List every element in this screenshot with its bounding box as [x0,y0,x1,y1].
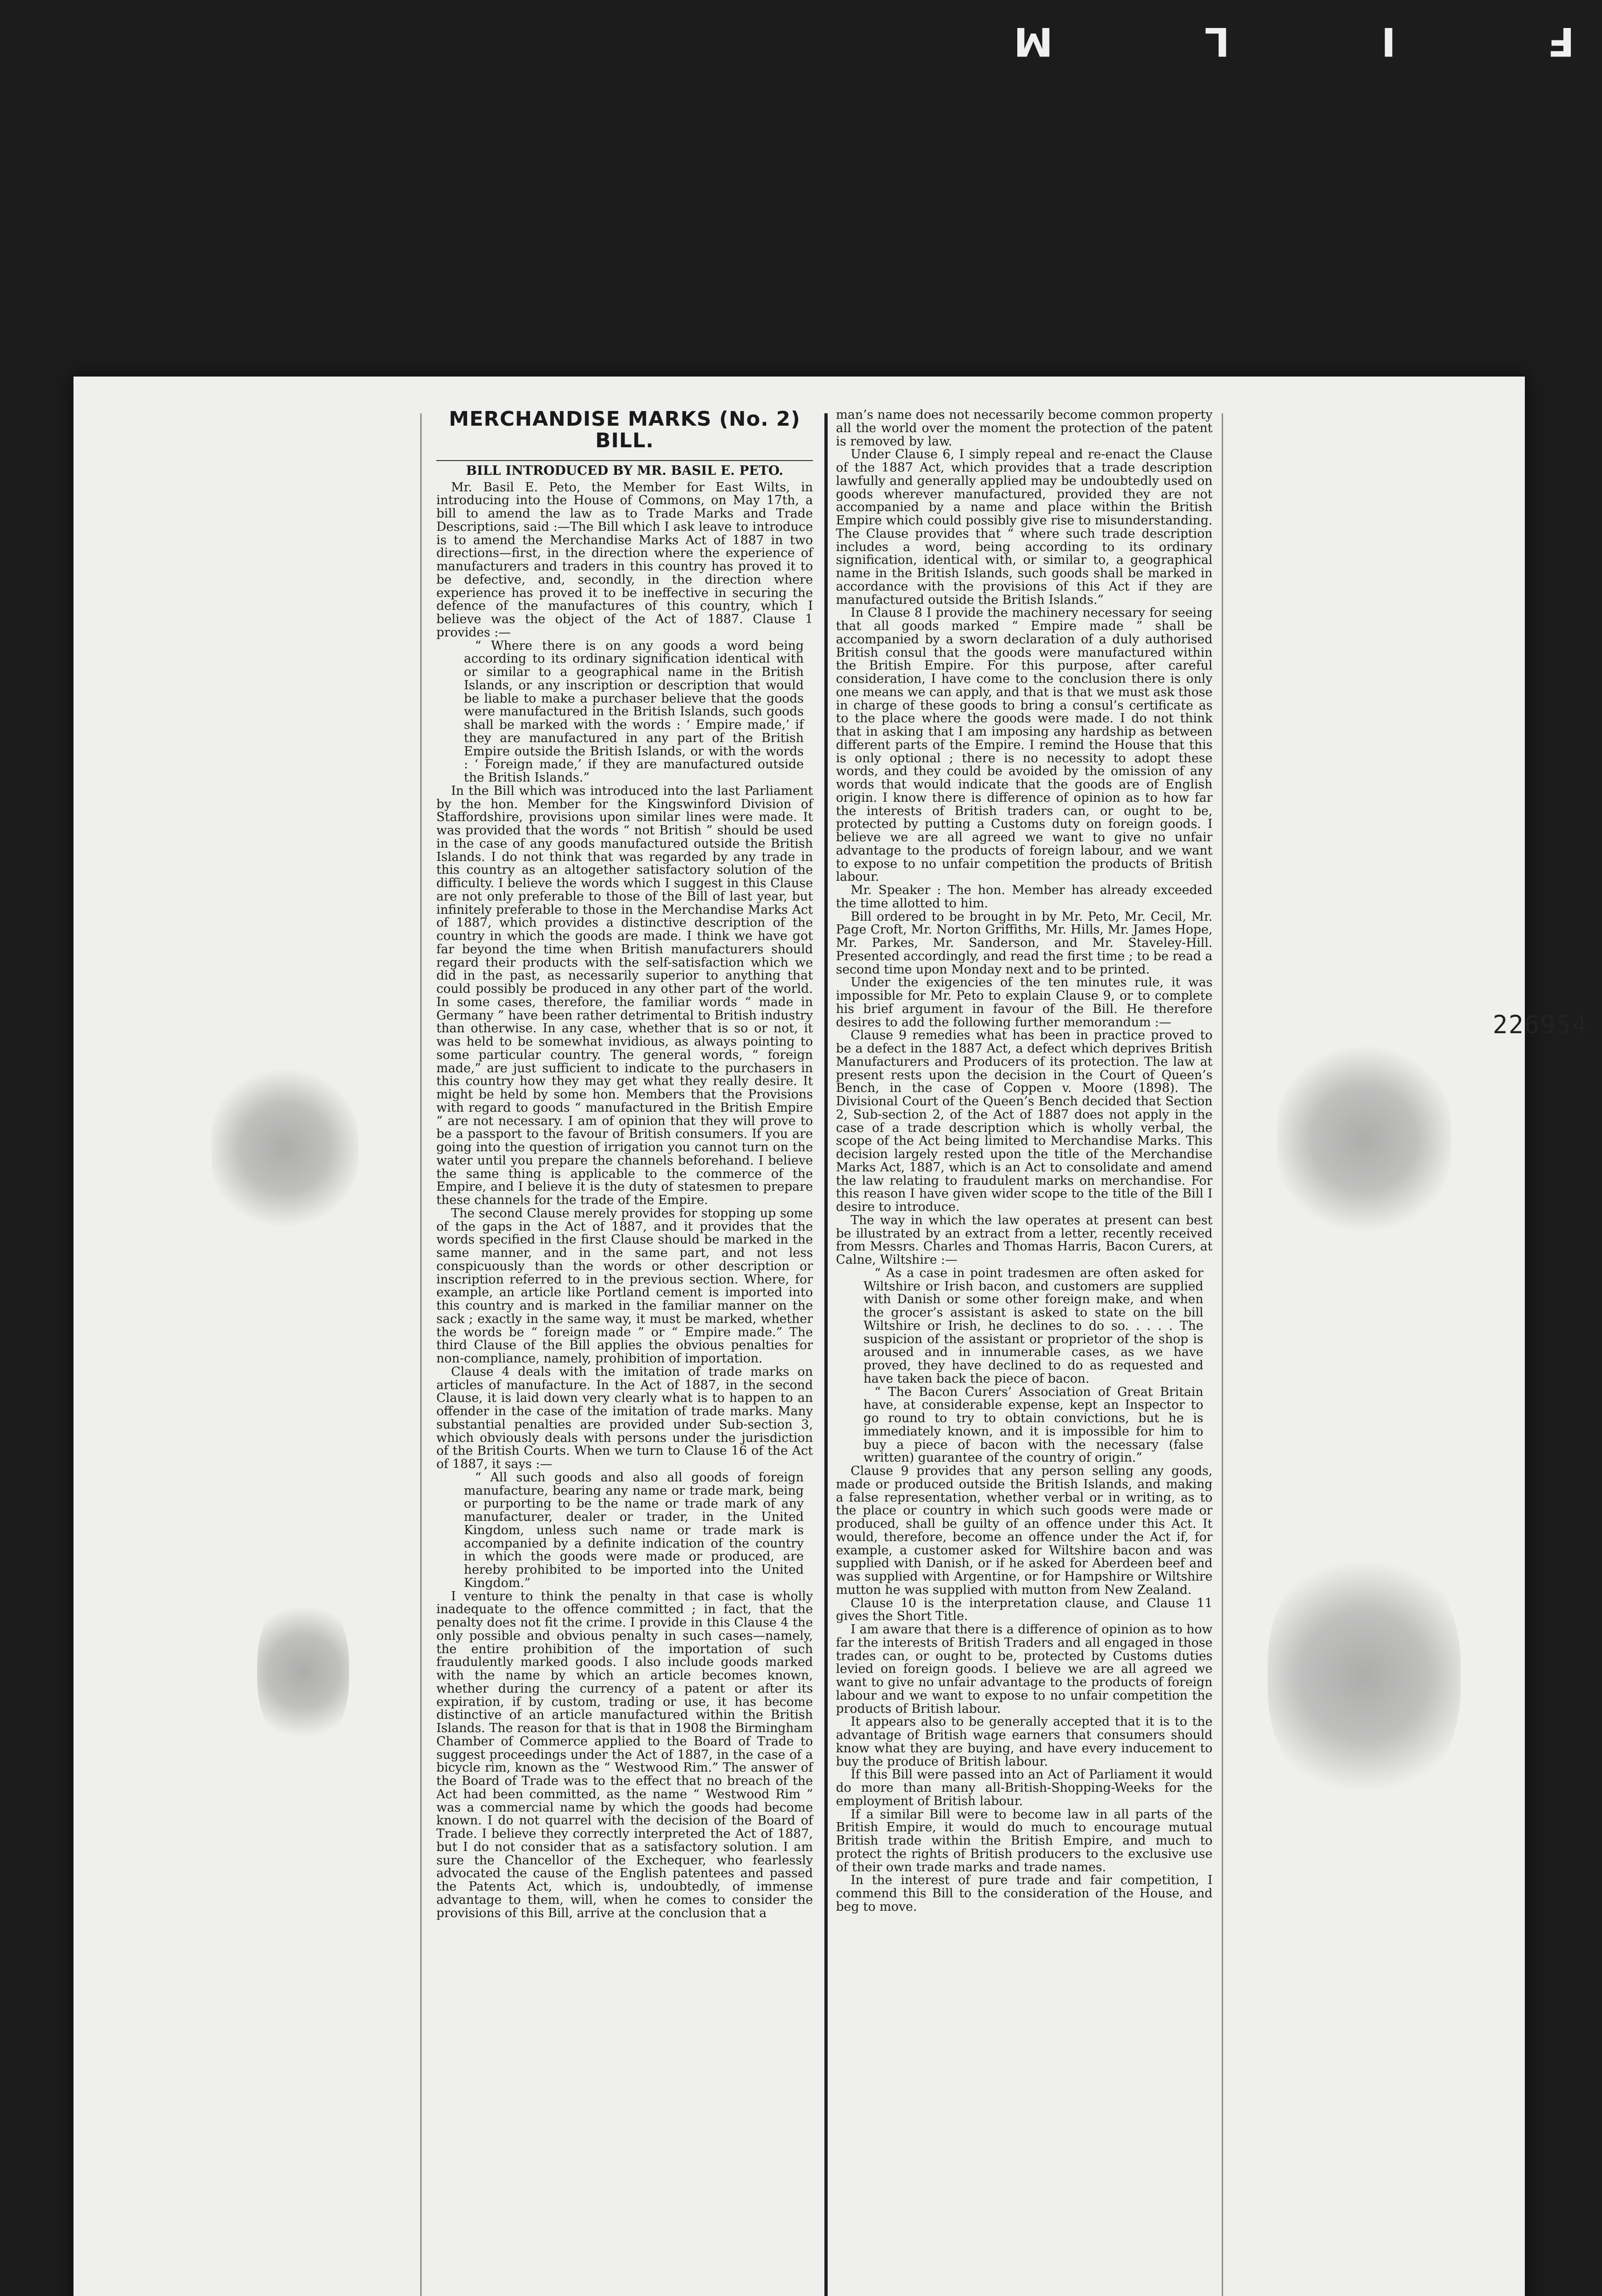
paragraph: Mr. Basil E. Peto, the Member for East Wilts, in introducing into the House of Commons, on May 17th, a bill to amend the law as to Trade Marks and Trade Descriptions, said :—The Bill which I ask leave to introduce is to amend the Merchandise Marks Act of 1887 in two directions—first, in the direction where the experience of manufacturers and traders in this country has proved it to be defective, and, secondly, in the direction where experience has proved it to be ineffective in securing the defence of the manufactures of this country, which I believe was the object of the Act of 1887. Clause 1 provides :— [436,480,813,640]
paragraph: In the interest of pure trade and fair competition, I commend this Bill to the consideration of the House, and beg to move. [836,1873,1213,1914]
stain [1268,1548,1461,1805]
paragraph: Mr. Speaker : The hon. Member has already exceeded the time allotted to him. [836,883,1213,911]
quote-paragraph: “ The Bacon Curers’ Association of Great Britain have, at considerable expense, kept an Inspector to go round to try to obtain convictions, but he is immediately known, and it is impossible for him to buy a piece of bacon with the necessary (false written) guarantee of the country of origin.” [863,1384,1203,1465]
paragraph: Clause 4 deals with the imitation of trade marks on articles of manufacture. In the Act of 1887, in the second Clause, it is laid down very clearly what is to happen to an offender in the case of the imitation of trade marks. Many substantial penalties are provided under Sub-section 3, which obviously deals with persons under the jurisdiction of the British Courts. When we turn to Clause 16 of the Act of 1887, it says :— [436,1364,813,1472]
paragraph: It appears also to be generally accepted that it is to the advantage of British wage earners that consumers should know what they are buying, and have every inducement to buy the produce of British labour. [836,1715,1213,1769]
paragraph: In the Bill which was introduced into the last Parliament by the hon. Member for the Kingswinford Division of Staffordshire, provisions upon similar lines were made. It was provided that the words “ not British ” should be used in the case of any goods manufactured outside the British Islands. I do not think that was regarded by any trade in this country as an altogether satisfactory solution of the difficulty. I believe the words which I suggest in this Clause are not only preferable to those of the Bill of last year, but infinitely preferable to those in the Merchandise Marks Act of 1887, which provides a distinctive description of the country in which the goods are made. I think we have got far beyond the time when British manufacturers should regard their products with the self-satisfaction which we did in the past, as necessarily superior to anything that could possibly be produced in any other part of the world. In some cases, therefore, the familiar words “ made in Germany ” have been rather detrimental to British industry than otherwise. In any case, whether that is so or not, it was held to be somewhat invidious, as always pointing to some particular country. The general words, “ foreign made,” are just sufficient to indicate to the purchasers in this country how they may get what they really desire. It might be held by some hon. Members that the Provisions with regard to goods “ manufactured in the British Empire ” are not necessary. I am of opinion that they will prove to be a passport to the favour of British consumers. If you are going into the question of irrigation you cannot turn on the water until you prepare the channels beforehand. I believe the same thing is applicable to the commerce of the Empire, and I believe it is the duty of statesmen to prepare these channels for the trade of the Empire. [436,783,813,1208]
paragraph: Under Clause 6, I simply repeal and re-enact the Clause of the 1887 Act, which provides that a trade description lawfully and generally applied may be undoubtedly used on goods wherever manufactured, provided they are not accompanied by a name and place within the British Empire which could possibly give rise to misunderstanding. The Clause provides that “ where such trade description includes a word, being according to its ordinary signification, identical with, or similar to, a geographical name in the British Islands, such goods shall be marked in accordance with the provisions of this Act if they are manufactured outside the British Islands.” [836,447,1213,607]
left-column-body [436,481,813,1920]
paragraph: Clause 9 provides that any person selling any goods, made or produced outside the British Islands, and making a false representation, whether verbal or in writing, as to the place or country in which such goods were made or produced, shall be guilty of an offence under this Act. It would, therefore, become an offence under the Act if, for example, a customer asked for Wiltshire bacon and was supplied with Danish, or if he asked for Aberdeen beef and was supplied with Argentine, or for Hampshire or Wiltshire mutton he was supplied with mutton from New Zealand. [836,1464,1213,1597]
article-subheading: BILL INTRODUCED BY MR. BASIL E. PETO. [436,460,813,478]
right-column-body [836,409,1213,1914]
paragraph: In Clause 8 I provide the machinery necessary for seeing that all goods marked “ Empire made ” shall be accompanied by a sworn declaration of a duly authorised British consul that the goods were manufactured within the British Empire. For this purpose, after careful consideration, I have come to the conclusion there is only one means we can apply, and that is that we must ask those in charge of these goods to bring a consul’s certificate as to the place where the goods were made. I do not think that in asking that I am imposing any hardship as between different parts of the Empire. I remind the House that this is only optional ; there is no necessity to adopt these words, and they could be avoided by the omission of any words that would indicate that the goods are of English origin. I know there is difference of opinion as to how far the interests of British traders can, or ought to be, protected by putting a Customs duty on foreign goods. I believe we are all agreed we want to give no unfair advantage to the products of foreign labour, and we want to expose to no unfair competition the products of British labour. [836,606,1213,884]
paragraph: man’s name does not necessarily become common property all the world over the moment the protection of the patent is removed by law. [836,408,1213,449]
paragraph: I venture to think the penalty in that case is wholly inadequate to the offence committed ; in fact, that the penalty does not fit the crime. I provide in this Clause 4 the only possible and obvious penalty in such cases—namely, the entire prohibition of the importation of such fraudulently marked goods. I also include goods marked with the name by which an article becomes known, whether during the currency of a patent or after its expiration, if by custom, trading or use, it has become distinctive of an article manufactured within the British Islands. The reason for that is that in 1908 the Birmingham Chamber of Commerce applied to the Board of Trade to suggest proceedings under the Act of 1887, in the case of a bicycle rim, known as the “ Westwood Rim.” The answer of the Board of Trade was to the effect that no breach of the Act had been committed, as the name “ Westwood Rim ” was a commercial name by which the goods had become known. I do not quarrel with the decision of the Board of Trade. I believe they correctly interpreted the Act of 1887, but I do not consider that as a satisfactory solution. I am sure the Chancellor of the Exchequer, who fearlessly advocated the cause of the English patentees and passed the Patents Act, which is, undoubtedly, of immense advantage to them, will, when he comes to consider the provisions of this Bill, arrive at the conclusion that a [436,1589,813,1920]
quote-paragraph: “ All such goods and also all goods of foreign manufacture, bearing any name or trade mark, being or purporting to be the name or trade mark of any manufacturer, dealer or trader, in the United Kingdom, unless such name or trade mark is accompanied by a definite indication of the country in which the goods were made or produced, are hereby prohibited to be imported into the United Kingdom.” [464,1470,804,1590]
paragraph: If this Bill were passed into an Act of Parliament it would do more than many all-British-Shopping-Weeks for the employment of British labour. [836,1767,1213,1808]
right-column [836,409,1213,1914]
document-page [73,377,1588,2296]
paragraph: The way in which the law operates at present can best be illustrated by an extract from a letter, recently received from Messrs. Charles and Thomas Harris, Bacon Curers, at Calne, Wiltshire :— [836,1213,1213,1267]
paragraph: Under the exigencies of the ten minutes rule, it was impossible for Mr. Peto to explain Clause 9, or to complete his brief argument in favour of the Bill. He therefore desires to add the following further memorandum :— [836,975,1213,1030]
paragraph: If a similar Bill were to become law in all parts of the British Empire, it would do much to encourage mutual British trade within the British Empire, and much to protect the rights of British producers to the exclusive use of their own trade marks and trade names. [836,1807,1213,1874]
stain [211,1065,358,1231]
film-marker: F I L M [945,18,1574,64]
archive-number-stamp: 226954 [1493,1010,1588,1039]
paragraph: Clause 10 is the interpretation clause, and Clause 11 gives the Short Title. [836,1596,1213,1624]
paragraph: The second Clause merely provides for stopping up some of the gaps in the Act of 1887, and it provides that the words specified in the first Clause should be marked in the same manner, and in the same part, and not less conspicuously than the words or other description or inscription referred to in the previous section. Where, for example, an article like Portland cement is imported into this country and is marked in the familiar manner on the sack ; exactly in the same way, it must be marked, whether the words be “ foreign made ” or “ Empire made.” The third Clause of the Bill applies the obvious penalties for non-compliance, namely, prohibition of importation. [436,1206,813,1366]
article-heading: MERCHANDISE MARKS (No. 2) BILL. [449,407,801,452]
column-rule [420,413,422,2296]
quote-paragraph: “ Where there is on any goods a word being according to its ordinary signification identical with or similar to a geographical name in the British Islands, or any inscription or description that would be liable to make a purchaser believe that the goods were manufactured in the British Islands, such goods shall be marked with the words : ‘ Empire made,’ if they are manufactured in any part of the British Empire outside the British Islands, or with the words : ‘ Foreign made,’ if they are manufactured outside the British Islands.” [464,638,804,785]
column-divider [824,413,828,2296]
paragraph: Bill ordered to be brought in by Mr. Peto, Mr. Cecil, Mr. Page Croft, Mr. Norton Griffiths, Mr. Hills, Mr. James Hope, Mr. Parkes, Mr. Sanderson, and Mr. Staveley-Hill. Presented accordingly, and read the first time ; to be read a second time upon Monday next and to be printed. [836,909,1213,977]
paragraph: I am aware that there is a difference of opinion as to how far the interests of British Traders and all engaged in those trades can, or ought to be, protected by Customs duties levied on foreign goods. I believe we are all agreed we want to give no unfair advantage to the products of foreign labour and we want to expose to no unfair competition the products of British labour. [836,1622,1213,1716]
column-rule [1222,413,1223,2296]
stain [257,1593,349,1750]
stain [1277,1042,1451,1235]
quote-paragraph: “ As a case in point tradesmen are often asked for Wiltshire or Irish bacon, and customers are supplied with Danish or some other foreign make, and when the grocer’s assistant is asked to state on the bill Wiltshire or Irish, he declines to do so. . . . . The suspicion of the assistant or proprietor of the shop is aroused and in innumerable cases, as we have proved, they have declined to do as requested and have taken back the piece of bacon. [863,1266,1203,1386]
paragraph: Clause 9 remedies what has been in practice proved to be a defect in the 1887 Act, a defect which deprives British Manufacturers and Producers of its protection. The law at present rests upon the decision in the Court of Queen’s Bench, in the case of Coppen v. Moore (1898). The Divisional Court of the Queen’s Bench decided that Section 2, Sub-section 2, of the Act of 1887 does not apply in the case of a trade description which is wholly verbal, the scope of the Act being limited to Merchandise Marks. This decision largely rested upon the title of the Merchandise Marks Act, 1887, which is an Act to consolidate and amend the law relating to fraudulent marks on merchandise. For this reason I have given wider scope to the title of the Bill I desire to introduce. [836,1028,1213,1214]
left-column [436,409,813,1920]
